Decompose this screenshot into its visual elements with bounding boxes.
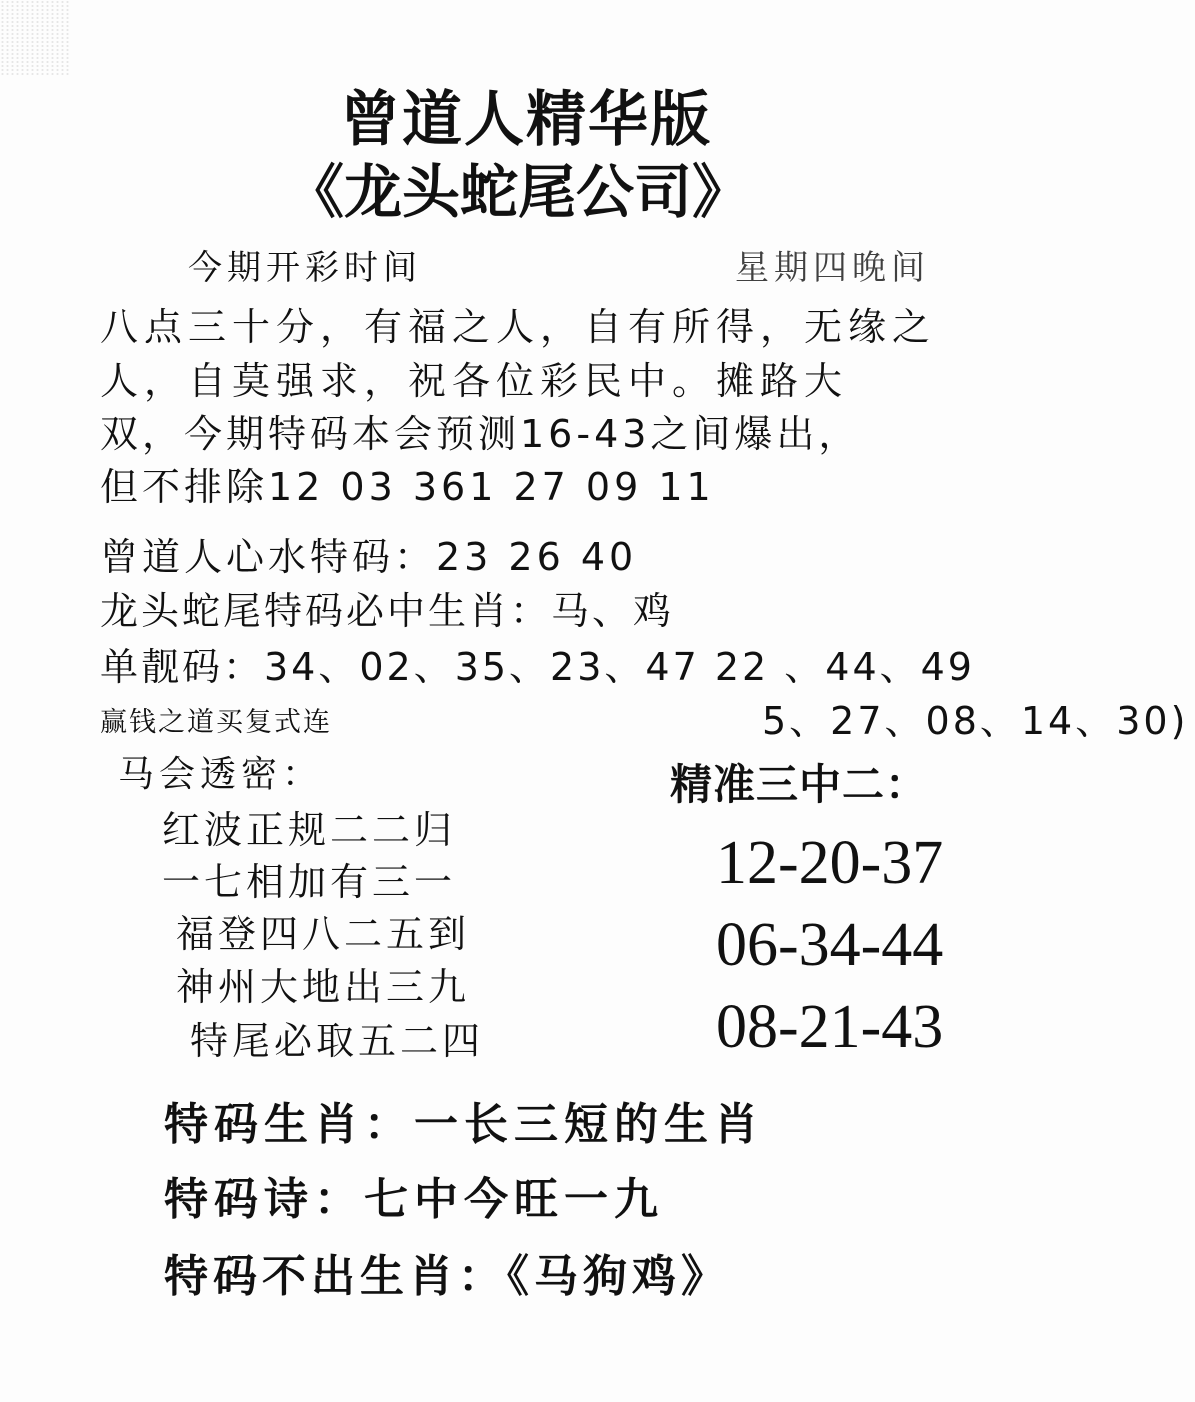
poem-line-5: 特尾必取五二四 <box>190 1019 485 1063</box>
special-zodiac: 特码生肖：一长三短的生肖 <box>164 1099 764 1150</box>
heart-numbers: 曾道人心水特码：23 26 40 <box>100 535 638 579</box>
single-numbers: 单靓码：34、02、35、23、47 22 、44、49 <box>100 645 975 689</box>
precise-label: 精准三中二： <box>670 760 929 809</box>
horse-club-label: 马会透密： <box>118 754 324 795</box>
title-line-2: 《龙头蛇尾公司》 <box>286 158 751 226</box>
combo-numbers: 5、27、08、14、30) <box>762 699 1189 743</box>
combo-label: 赢钱之道买复式连 <box>100 707 332 738</box>
special-poem: 特码诗：七中今旺一九 <box>164 1174 664 1225</box>
intro-line-2: 人，自莫强求，祝各位彩民中。摊路大 <box>100 359 849 403</box>
combo-2: 06-34-44 <box>716 911 944 979</box>
combo-3: 08-21-43 <box>716 993 944 1061</box>
intro-line-1: 八点三十分，有福之人，自有所得，无缘之 <box>100 305 937 349</box>
zodiac-must-hit: 龙头蛇尾特码必中生肖：马、鸡 <box>100 589 675 633</box>
intro-line-4: 但不排除12 03 361 27 09 11 <box>100 465 715 509</box>
intro-line-3: 双，今期特码本会预测16-43之间爆出， <box>100 412 861 456</box>
title-line-1: 曾道人精华版 <box>340 85 712 155</box>
poem-line-2: 一七相加有三一 <box>162 860 457 904</box>
excluded-zodiac: 特码不出生肖：《马狗鸡》 <box>164 1251 730 1302</box>
poem-line-1: 红波正规二二归 <box>162 808 457 852</box>
poem-line-3: 福登四八二五到 <box>176 912 471 956</box>
scan-noise <box>0 0 70 75</box>
draw-time-value: 星期四晚间 <box>735 248 930 288</box>
draw-time-label: 今期开彩时间 <box>188 248 422 288</box>
poem-line-4: 神州大地出三九 <box>176 965 471 1009</box>
combo-1: 12-20-37 <box>716 829 944 897</box>
